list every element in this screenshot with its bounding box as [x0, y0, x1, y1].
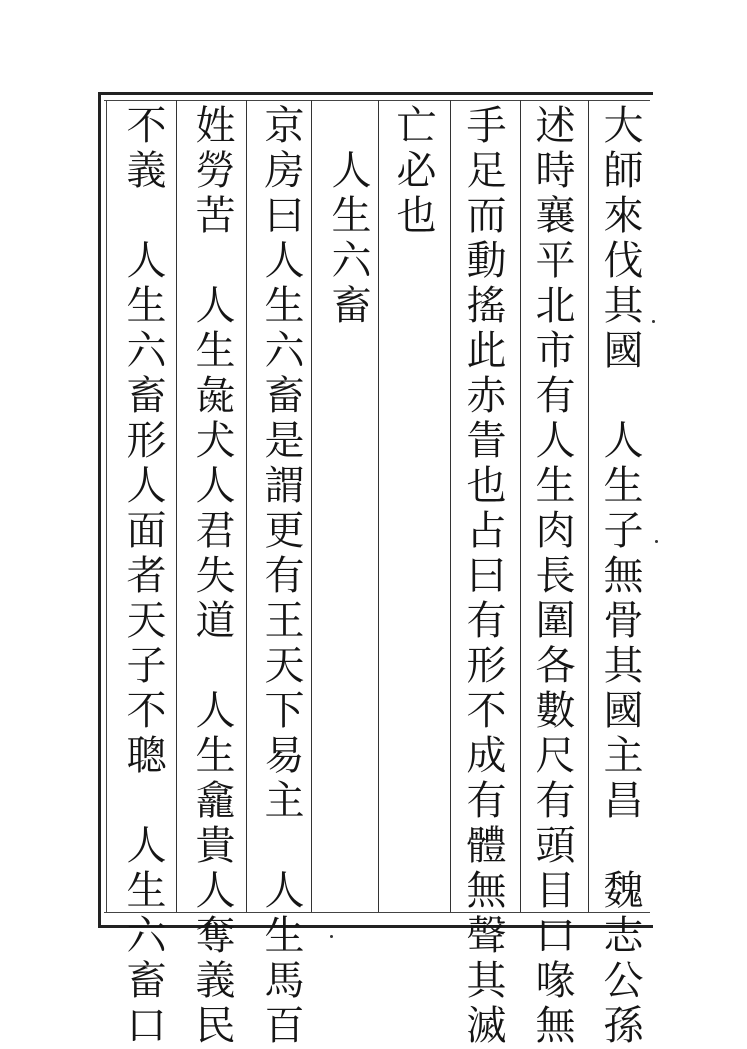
column-divider [176, 100, 177, 912]
column-divider [520, 100, 521, 912]
column-divider [311, 100, 312, 912]
ink-speck [330, 935, 333, 938]
text-column-5: 人生六畜 [325, 104, 371, 329]
column-divider [588, 100, 589, 912]
text-column-1: 大師來伐其國 人生子無骨其國主昌 魏志公孫 [597, 104, 643, 1049]
column-divider [378, 100, 379, 912]
column-divider [450, 100, 451, 912]
column-divider [246, 100, 247, 912]
ink-speck [652, 320, 655, 323]
text-column-6: 京房曰人生六畜是謂更有王天下易主 人生馬百 [258, 104, 304, 1049]
text-column-3: 手足而動搖此赤眚也占曰有形不成有體無聲其滅 [460, 104, 506, 1049]
frame-inner-left-rule [106, 100, 107, 913]
text-column-7: 姓勞苦 人生彘犬人君失道 人生龕貴人奪義民 [189, 104, 235, 1049]
frame-inner-top-rule [104, 100, 650, 101]
text-column-4: 亡必也 [390, 104, 436, 239]
text-column-2: 述時襄平北市有人生肉長圍各數尺有頭目口喙無 [529, 104, 575, 1049]
text-column-8: 不義 人生六畜形人面者天子不聰 人生六畜口 [120, 104, 166, 1049]
ink-speck [655, 540, 658, 543]
